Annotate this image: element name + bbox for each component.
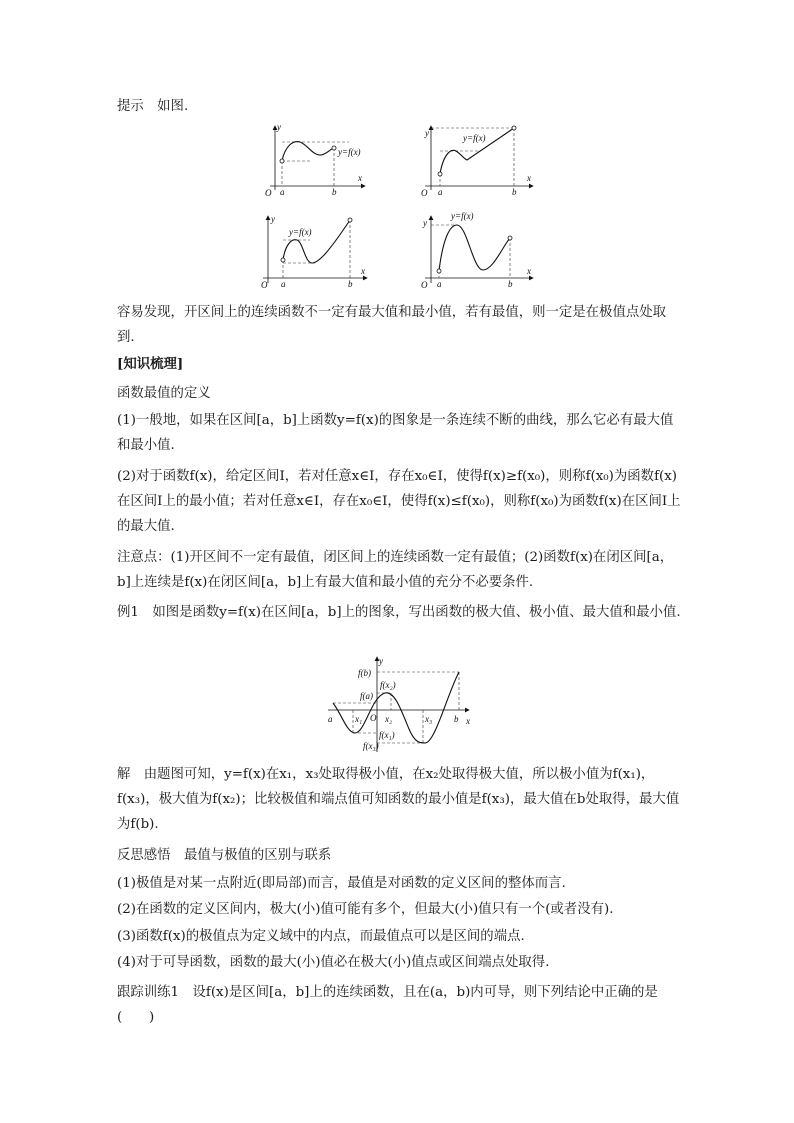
- g4-a-label: a: [437, 279, 442, 289]
- reflection-item-4: (4)对于可导函数，函数的最大(小)值必在极大(小)值点或区间端点处取得.: [117, 955, 550, 970]
- practice-question: [117, 980, 682, 1030]
- g3-x-label: x: [361, 266, 365, 276]
- g3-b-label: b: [348, 279, 353, 289]
- hint-graphs: [255, 118, 555, 298]
- ex-x-label: x: [466, 716, 470, 726]
- reflection-item-2: (2)在函数的定义区间内，极大(小)值可能有多个，但最大(小)值只有一个(或者没有).: [117, 902, 614, 917]
- g1-origin-label: O: [265, 188, 272, 198]
- definition-title: 函数最值的定义: [117, 386, 211, 401]
- g1-a-label: a: [280, 187, 285, 197]
- ex-b-label: b: [454, 714, 459, 724]
- g2-a-label: a: [438, 187, 443, 197]
- g4-func-label: y=f(x): [451, 211, 474, 221]
- g2-x-label: x: [527, 173, 531, 183]
- example-question: [117, 600, 682, 625]
- graph-4: [421, 211, 533, 290]
- practice-text: 设f(x)是区间[a，b]上的连续函数，且在(a，b)内可导，则下列结论中正确的是( ): [117, 985, 658, 1025]
- ex-fx3-label: f(x₃): [363, 741, 379, 751]
- g1-x-label: x: [358, 173, 362, 183]
- ex-x3-label: x₃: [425, 714, 433, 724]
- reflection-item-3: (3)函数f(x)的极值点为定义域中的内点，而最值点可以是区间的端点.: [117, 929, 525, 944]
- g4-y-label: y: [423, 218, 427, 228]
- observation-paragraph: 容易发现，开区间上的连续函数不一定有最大值和最小值，若有最值，则一定是在极值点处取到.: [117, 305, 667, 345]
- ex-x1-label: x₁: [355, 714, 363, 724]
- ex-fb-label: f(b): [358, 668, 371, 678]
- solution-text: 由题图可知，y=f(x)在x₁，x₃处取得极小值，在x₂处取得极大值，所以极小值为f(x₁)，f(x₃)，极大值为f(x₂)；比较极值和端点值可知函数的最小值是f(x₃)，最大值在b处取得，最大值为f(b).: [117, 767, 680, 832]
- practice-label: 跟踪训练1: [117, 985, 180, 1000]
- ex-x2-label: x₂: [385, 714, 393, 724]
- g1-func-label: y=f(x): [338, 147, 361, 157]
- example-solution: [117, 762, 682, 837]
- reflection-title: 反思感悟 最值与极值的区别与联系: [117, 848, 332, 863]
- g4-origin-label: O: [421, 280, 428, 290]
- definition-item-2: (2)对于函数f(x)，给定区间I，若对任意x∈I，存在x₀∈I，使得f(x)≥f(x₀)，则称f(x₀)为函数f(x)在区间I上的最小值；若对任意x∈I，存在x₀∈I，使得f(x)≤f(x₀)，则称f(x₀)为函数f(x)在区间I上的最大值.: [117, 469, 681, 534]
- example-label: 例1: [117, 605, 139, 620]
- g2-b-label: b: [512, 187, 517, 197]
- g1-y-label: y: [277, 122, 281, 132]
- section-title: [知识梳理]: [117, 356, 184, 372]
- reflection-item-1: (1)极值是对某一点附近(即局部)而言，最值是对函数的定义区间的整体而言.: [117, 876, 566, 891]
- example-text: 如图是函数y=f(x)在区间[a，b]上的图象，写出函数的极大值、极小值、最大值和最小值.: [152, 605, 681, 620]
- ex-fa-label: f(a): [360, 691, 373, 701]
- g1-b-label: b: [332, 187, 337, 197]
- hint-line: [117, 94, 682, 119]
- g4-b-label: b: [508, 279, 513, 289]
- graph-1: [265, 122, 365, 198]
- g2-func-label: y=f(x): [463, 133, 486, 143]
- ex-origin-label: O: [370, 713, 377, 723]
- g4-x-label: x: [527, 266, 531, 276]
- note-paragraph: 注意点：(1)开区间不一定有最值，闭区间上的连续函数一定有最值；(2)函数f(x)在闭区间[a，b]上连续是f(x)在闭区间[a，b]上有最大值和最小值的充分不必要条件.: [117, 550, 674, 590]
- ex-fx1-label: f(x₁): [379, 730, 395, 740]
- example-figure: [323, 655, 473, 755]
- graph-3: [261, 214, 367, 290]
- ex-a-label: a: [328, 714, 333, 724]
- g3-func-label: y=f(x): [289, 227, 312, 237]
- graph-2: [421, 126, 533, 198]
- g2-origin-label: O: [421, 188, 428, 198]
- ex-y-label: y: [379, 656, 383, 666]
- solution-label: 解: [117, 767, 131, 782]
- ex-fx2-label: f(x₂): [380, 680, 396, 690]
- g3-y-label: y: [271, 214, 275, 224]
- hint-label: 提示: [117, 99, 144, 114]
- definition-item-1: (1)一般地，如果在区间[a，b]上函数y=f(x)的图象是一条连续不断的曲线，那么它必有最大值和最小值.: [117, 413, 674, 453]
- hint-text: 如图.: [157, 99, 189, 114]
- g3-a-label: a: [281, 279, 286, 289]
- g3-origin-label: O: [261, 280, 268, 290]
- g2-y-label: y: [425, 128, 429, 138]
